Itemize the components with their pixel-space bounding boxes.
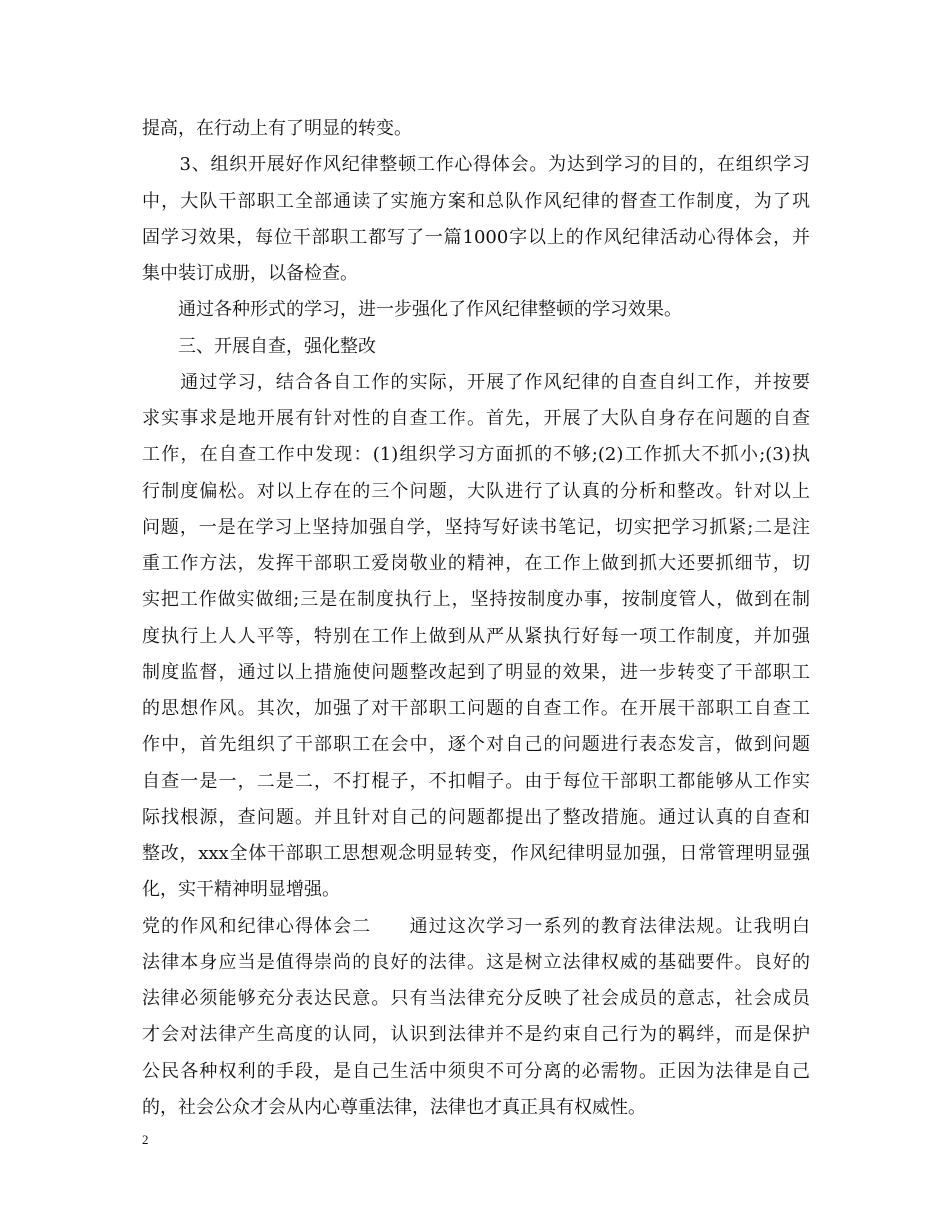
- page-number: 2: [142, 1132, 149, 1147]
- text-line: 实把工作做实做细;三是在制度执行上，坚持按制度办事，按制度管人，做到在制: [142, 589, 810, 611]
- text-line: 提高，在行动上有了明显的转变。: [142, 118, 412, 139]
- text-line: 才会对法律产生高度的认同，认识到法律并不是约束自己行为的羁绊，而是保护: [142, 1024, 810, 1046]
- text-line: 重工作方法，发挥干部职工爱岗敬业的精神，在工作上做到抓大还要抓细节，切: [142, 553, 810, 574]
- text-line: 制度监督，通过以上措施使问题整改起到了明显的效果，进一步转变了干部职工: [142, 661, 810, 683]
- text-line: 工作，在自查工作中发现：(1)组织学习方面抓的不够;(2)工作抓大不抓小;(3)执: [142, 444, 810, 466]
- text-line: 的思想作风。其次，加强了对干部职工问题的自查工作。在开展干部职工自查工: [142, 698, 810, 719]
- text-line: 3、组织开展好作风纪律整顿工作心得体会。为达到学习的目的，在组织学习: [142, 154, 810, 176]
- text-line: 度执行上人人平等，特别在工作上做到从严从紧执行好每一项工作制度，并加强: [142, 625, 810, 647]
- text-line: 化，实干精神明显增强。: [142, 879, 340, 901]
- text-line: 通过学习，结合各自工作的实际，开展了作风纪律的自查自纠工作，并按要: [142, 371, 810, 393]
- text-line: 法律本身应当是值得崇尚的良好的法律。这是树立法律权威的基础要件。良好的: [142, 951, 810, 973]
- text-line: 行制度偏松。对以上存在的三个问题，大队进行了认真的分析和整改。针对以上: [142, 480, 810, 502]
- text-line: 公民各种权利的手段，是自己生活中须臾不可分离的必需物。正因为法律是自己: [142, 1060, 810, 1082]
- text-line: 求实事求是地开展有针对性的自查工作。首先，开展了大队自身存在问题的自查: [142, 408, 810, 429]
- text-line: 作中，首先组织了干部职工在会中，逐个对自己的问题进行表态发言，做到问题: [142, 734, 810, 756]
- text-line: 三、开展自查，强化整改: [142, 335, 376, 357]
- text-line: 自查一是一，二是二，不打棍子，不扣帽子。由于每位干部职工都能够从工作实: [142, 770, 810, 792]
- text-line: 固学习效果，每位干部职工都写了一篇1000字以上的作风纪律活动心得体会，并: [142, 226, 810, 248]
- text-line: 际找根源，查问题。并且针对自己的问题都提出了整改措施。通过认真的自查和: [142, 806, 810, 828]
- text-line: 的，社会公众才会从内心尊重法律，法律也才真正具有权威性。: [142, 1096, 646, 1118]
- text-line: 问题，一是在学习上坚持加强自学，坚持写好读书笔记，切实把学习抓紧;二是注: [142, 516, 810, 538]
- text-line: 整改，xxx全体干部职工思想观念明显转变，作风纪律明显加强，日常管理明显强: [142, 843, 810, 864]
- text-line: 法律必须能够充分表达民意。只有当法律充分反映了社会成员的意志，社会成员: [142, 988, 810, 1009]
- text-line: 中，大队干部职工全部通读了实施方案和总队作风纪律的督查工作制度，为了巩: [142, 190, 810, 212]
- text-line: 党的作风和纪律心得体会二 通过这次学习一系列的教育法律法规。让我明白: [142, 915, 810, 937]
- text-line: 集中装订成册，以备检查。: [142, 263, 358, 284]
- text-line: 通过各种形式的学习，进一步强化了作风纪律整顿的学习效果。: [142, 299, 682, 321]
